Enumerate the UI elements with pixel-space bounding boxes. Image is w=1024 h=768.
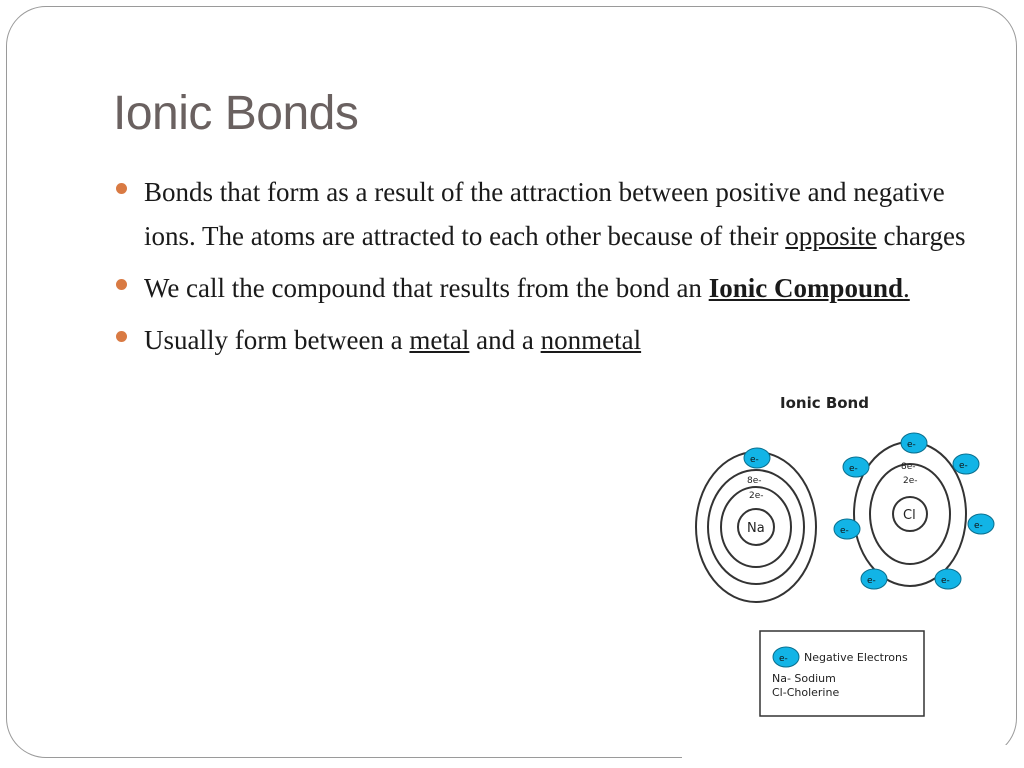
bullet-dot-icon xyxy=(116,183,127,194)
svg-text:e-: e- xyxy=(907,440,916,450)
chlorine-shell-label-8: 8e- xyxy=(901,462,916,472)
legend-sodium-line: Na- Sodium xyxy=(772,672,836,685)
electron-cl-5 xyxy=(968,514,994,534)
chlorine-label: Cl xyxy=(903,508,916,523)
svg-text:e-: e- xyxy=(959,461,968,471)
ionic-compound-term: Ionic Compound xyxy=(708,273,904,303)
bullet-list xyxy=(116,170,966,370)
nonmetal-term: nonmetal xyxy=(540,325,642,355)
svg-text:e-: e- xyxy=(840,526,849,536)
bullet-dot-icon xyxy=(116,331,127,342)
underlined-word: opposite xyxy=(785,221,877,251)
metal-term: metal xyxy=(409,325,470,355)
electron-cl-1 xyxy=(901,433,927,453)
diagram-title: Ionic Bond xyxy=(780,394,869,412)
svg-text:e-: e- xyxy=(750,455,759,465)
legend-electron-icon xyxy=(773,647,799,667)
ionic-bond-svg xyxy=(690,390,1010,730)
sodium-label: Na xyxy=(747,521,765,536)
svg-text:e-: e- xyxy=(974,521,983,531)
svg-text:e-: e- xyxy=(849,464,858,474)
electron-cl-4 xyxy=(834,519,860,539)
svg-text:e-: e- xyxy=(867,576,876,586)
electron-cl-6 xyxy=(861,569,887,589)
frame-gap xyxy=(682,745,1024,768)
electron-cl-7 xyxy=(935,569,961,589)
svg-text:e-: e- xyxy=(779,654,788,664)
slide-title: Ionic Bonds xyxy=(113,87,359,140)
electron-cl-3 xyxy=(953,454,979,474)
svg-text:e-: e- xyxy=(941,576,950,586)
chlorine-shell-label-2: 2e- xyxy=(903,476,918,486)
bullet-item-1: Bonds that form as a result of the attraction between positive and negative ions. The atoms are attracted to each other because of their opposite charges xyxy=(116,170,966,258)
bullet-item-3: Usually form between a metal and a nonmetal xyxy=(116,318,966,362)
electron-na-valence xyxy=(744,448,770,468)
legend-chlorine-line: Cl-Cholerine xyxy=(772,686,840,699)
electron-cl-2 xyxy=(843,457,869,477)
legend-electron-caption: Negative Electrons xyxy=(804,651,908,664)
sodium-shell-label-2: 2e- xyxy=(749,491,764,501)
ionic-bond-diagram xyxy=(690,390,1010,730)
bullet-dot-icon xyxy=(116,279,127,290)
sodium-shell-label-8: 8e- xyxy=(747,476,762,486)
bullet-item-2: We call the compound that results from the bond an Ionic Compound. xyxy=(116,266,966,310)
